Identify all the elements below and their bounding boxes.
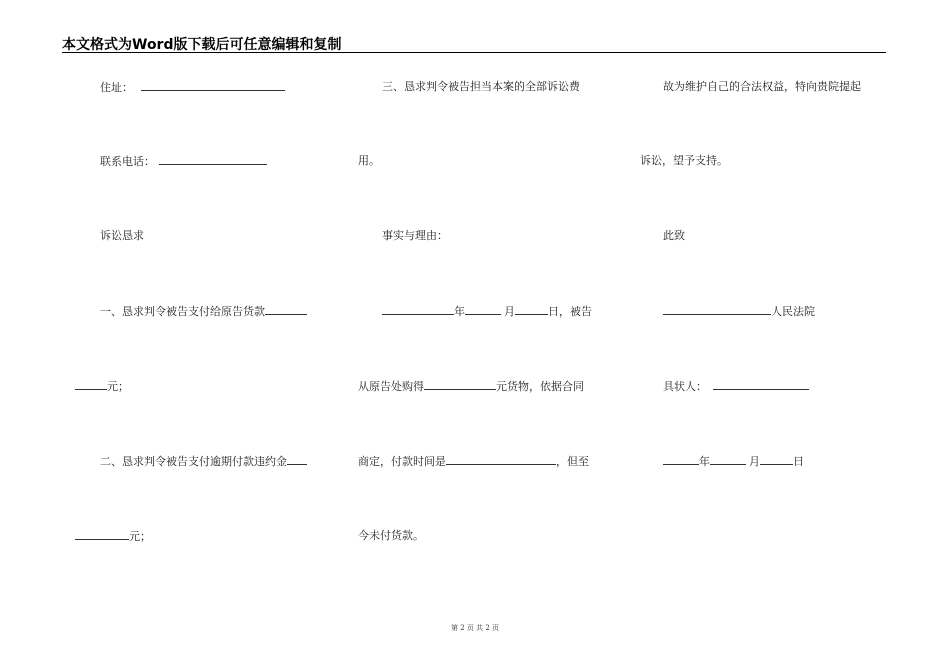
fact-agreed-blank: [446, 454, 556, 465]
claim2-blank: [287, 454, 307, 465]
fact-agreed-line: [358, 454, 589, 469]
header-divider: [62, 52, 886, 53]
page-number-footer: 第 2 页 共 2 页: [450, 624, 500, 632]
claim1-unit-line: [75, 379, 129, 394]
fact-month-blank: [465, 304, 501, 315]
fact-year-label: 年: [454, 305, 465, 318]
facts-heading: 事实与理由：: [382, 229, 448, 242]
date-month-label: 月: [749, 455, 760, 468]
fact-unpaid-line: 今未付货款。: [358, 529, 424, 542]
claim2-line: [100, 454, 307, 469]
fact-year-blank: [382, 304, 454, 315]
claim3-line1: 三、恳求判令被告担当本案的全部诉讼费: [382, 80, 580, 93]
claim1-blank: [265, 304, 307, 315]
claim1-text: 一、恳求判令被告支付给原告货款: [100, 305, 265, 318]
address-line: [100, 80, 285, 95]
claims-heading: 诉讼恳求: [100, 229, 144, 242]
date-month-blank: [710, 454, 746, 465]
phone-blank: [159, 154, 267, 165]
petitioner-line: [663, 379, 809, 394]
date-day-blank: [760, 454, 793, 465]
petitioner-blank: [713, 379, 809, 390]
closing-line2: 诉讼，望予支持。: [640, 154, 728, 167]
claim1-line: [100, 304, 307, 319]
fact-bought-prefix: 从原告处购得: [358, 380, 424, 393]
phone-line: [100, 154, 267, 169]
signature-date-line: [663, 454, 804, 469]
fact-agreed-suffix: ，但至: [556, 455, 589, 468]
court-name-blank: [663, 304, 771, 315]
claim2-text: 二、恳求判令被告支付逾期付款违约金: [100, 455, 287, 468]
fact-bought-suffix: 元货物，依据合同: [496, 380, 584, 393]
fact-day-blank: [515, 304, 548, 315]
salutation: 此致: [663, 229, 685, 242]
fact-bought-line: [358, 379, 584, 394]
claim1-amount-blank: [75, 379, 107, 390]
petitioner-label: 具状人：: [663, 380, 707, 393]
claim2-amount-blank: [75, 529, 129, 540]
phone-label: 联系电话：: [100, 155, 155, 168]
address-blank: [141, 80, 285, 91]
document-header-title: 本文格式为Word版下载后可任意编辑和复制: [62, 37, 342, 53]
claim2-unit: 元；: [129, 530, 151, 543]
date-year-blank: [663, 454, 699, 465]
court-suffix: 人民法院: [771, 305, 815, 318]
closing-line1: 故为维护自己的合法权益，特向贵院提起: [663, 80, 861, 93]
fact-date-line: [382, 304, 592, 319]
fact-day-label: 日，被告: [548, 305, 592, 318]
court-line: [663, 304, 815, 319]
fact-agreed-prefix: 商定，付款时间是: [358, 455, 446, 468]
address-label: 住址：: [100, 81, 133, 94]
fact-bought-blank: [424, 379, 496, 390]
claim3-line2: 用。: [358, 154, 380, 167]
fact-month-label: 月: [504, 305, 515, 318]
claim2-unit-line: [75, 529, 151, 544]
date-day-label: 日: [793, 455, 804, 468]
claim1-unit: 元；: [107, 380, 129, 393]
date-year-label: 年: [699, 455, 710, 468]
